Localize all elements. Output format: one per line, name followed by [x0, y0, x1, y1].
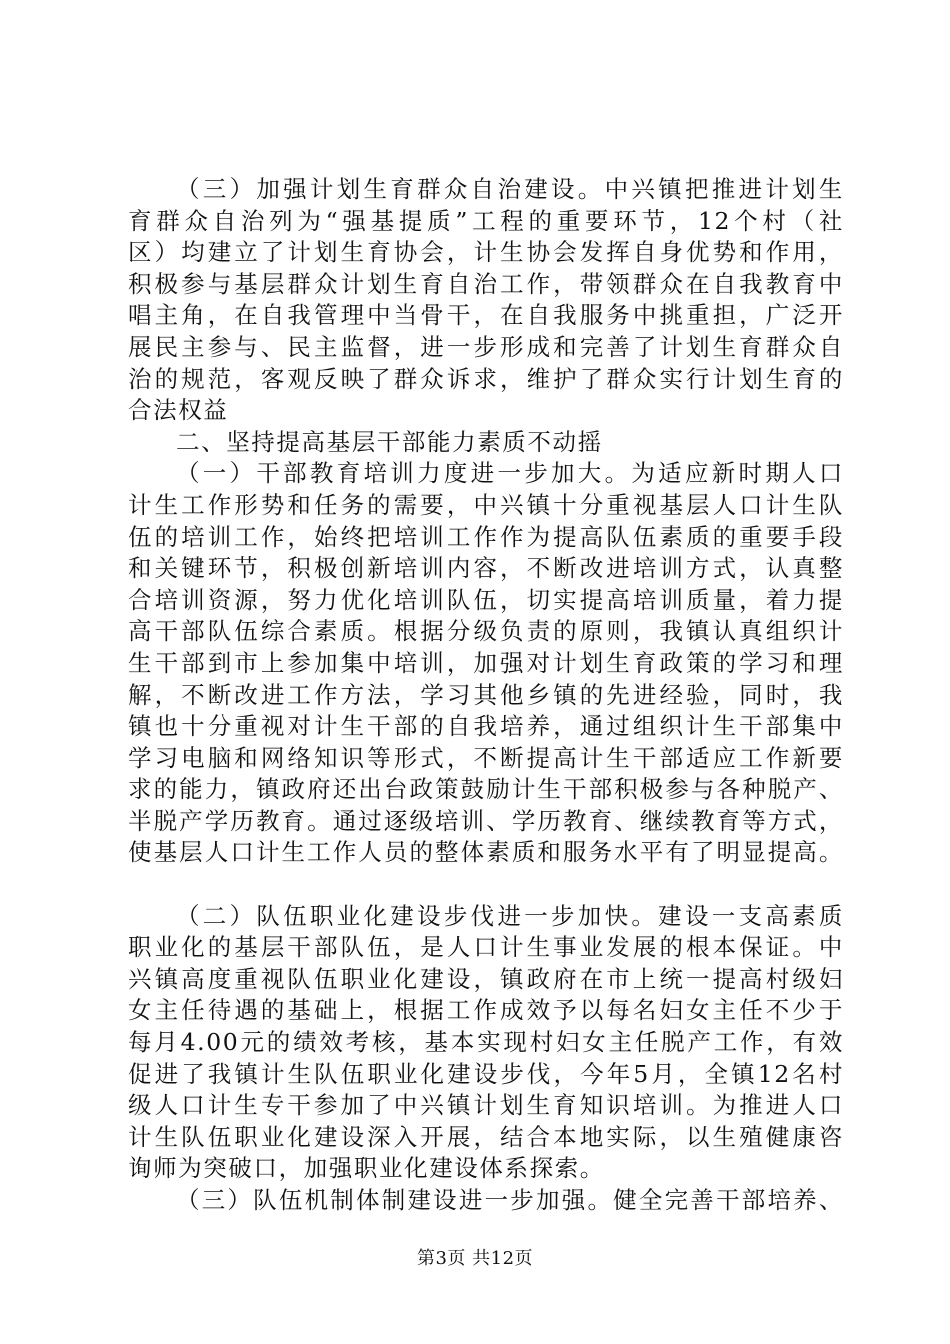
text-line: 区）均建立了计划生育协会，计生协会发挥自身优势和作用，: [128, 238, 844, 267]
text-line: （三）加强计划生育群众自治建设。中兴镇把推进计划生: [176, 175, 844, 203]
text-line: 积极参与基层群众计划生育自治工作，带领群众在自我教育中: [128, 269, 844, 298]
section-heading: 二、坚持提高基层干部能力素质不动摇: [176, 427, 603, 456]
text-line: 询师为突破口，加强职业化建设体系探索。: [128, 1154, 605, 1183]
text-line: 促进了我镇计生队伍职业化建设步伐，今年5月，全镇12名村: [128, 1059, 844, 1088]
text-line: 求的能力，镇政府还出台政策鼓励计生干部积极参与各种脱产、: [128, 775, 844, 804]
text-line: 解，不断改进工作方法，学习其他乡镇的先进经验，同时，我: [128, 680, 844, 709]
text-line: 使基层人口计生工作人员的整体素质和服务水平有了明显提高。: [128, 838, 844, 867]
text-line: 和关键环节，积极创新培训内容，不断改进培训方式，认真整: [128, 554, 844, 583]
text-line: 展民主参与、民主监督，进一步形成和完善了计划生育群众自: [128, 332, 844, 361]
text-line: 合培训资源，努力优化培训队伍，切实提高培训质量，着力提: [128, 585, 844, 614]
text-line: 生干部到市上参加集中培训，加强对计划生育政策的学习和理: [128, 648, 844, 677]
paragraph-gap: [128, 869, 844, 901]
text-line: 计生队伍职业化建设深入开展，结合本地实际，以生殖健康咨: [128, 1122, 844, 1151]
text-line: 育群众自治列为“强基提质”工程的重要环节，12个村（社: [128, 206, 844, 235]
text-line: 学习电脑和网络知识等形式，不断提高计生干部适应工作新要: [128, 743, 844, 772]
document-body: [128, 174, 844, 1217]
text-line: 兴镇高度重视队伍职业化建设，镇政府在市上统一提高村级妇: [128, 964, 844, 993]
text-line: 职业化的基层干部队伍，是人口计生事业发展的根本保证。中: [128, 933, 844, 962]
text-line: 唱主角，在自我管理中当骨干，在自我服务中挑重担，广泛开: [128, 301, 844, 330]
text-line: （二）队伍职业化建设步伐进一步加快。建设一支高素质: [176, 901, 844, 930]
text-line: 合法权益: [128, 396, 229, 425]
text-line: 女主任待遇的基础上，根据工作成效予以每名妇女主任不少于: [128, 996, 844, 1025]
text-line: 计生工作形势和任务的需要，中兴镇十分重视基层人口计生队: [128, 490, 844, 519]
text-line: 镇也十分重视对计生干部的自我培养，通过组织计生干部集中: [128, 712, 844, 741]
text-line: 每月4.00元的绩效考核，基本实现村妇女主任脱产工作，有效: [128, 1028, 844, 1057]
text-line: 半脱产学历教育。通过逐级培训、学历教育、继续教育等方式，: [128, 806, 844, 835]
text-line: （三）队伍机制体制建设进一步加强。健全完善干部培养、: [176, 1186, 844, 1214]
page-footer: 第3页 共12页: [416, 1248, 534, 1269]
text-line: 治的规范，客观反映了群众诉求，维护了群众实行计划生育的: [128, 364, 844, 393]
text-line: （一）干部教育培训力度进一步加大。为适应新时期人口: [176, 459, 844, 488]
text-line: 伍的培训工作，始终把培训工作作为提高队伍素质的重要手段: [128, 522, 844, 551]
text-line: 级人口计生专干参加了中兴镇计划生育知识培训。为推进人口: [128, 1091, 844, 1120]
text-line: 高干部队伍综合素质。根据分级负责的原则，我镇认真组织计: [128, 617, 844, 646]
